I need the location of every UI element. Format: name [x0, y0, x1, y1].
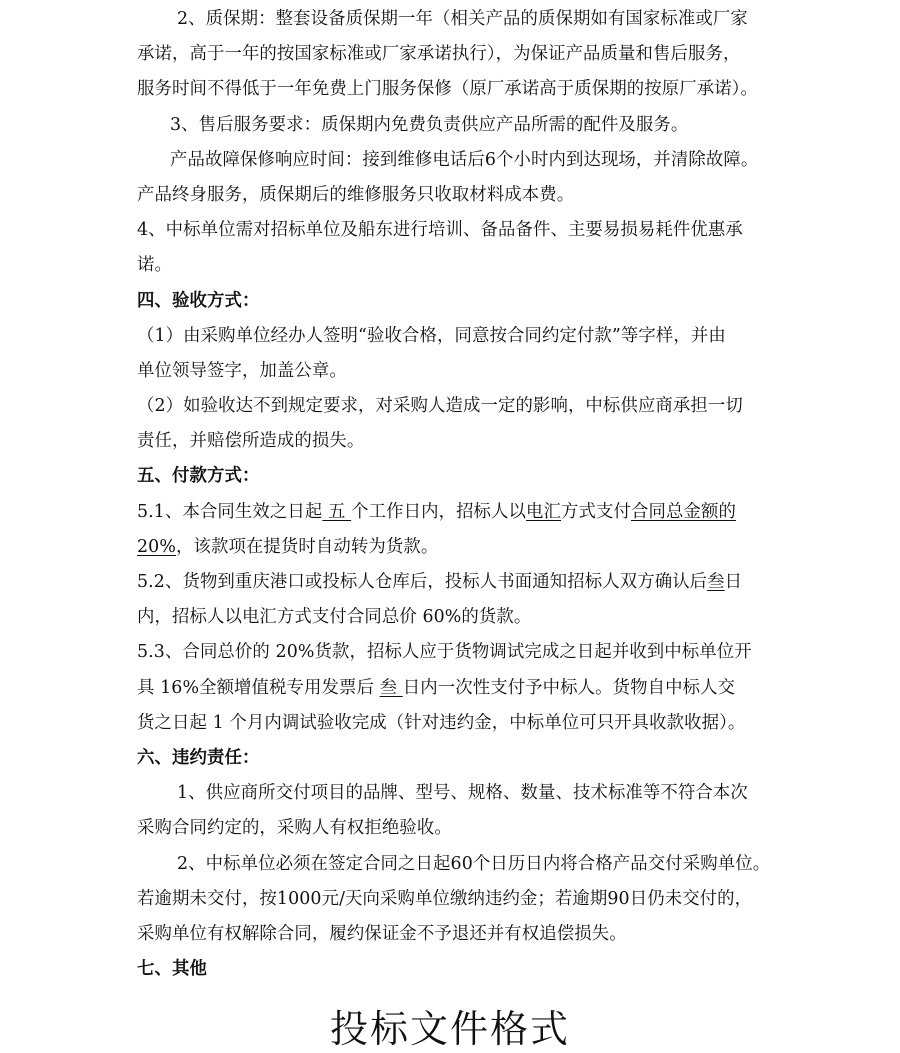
text-line — [137, 776, 777, 811]
text-segment: 五、付款方式： — [137, 466, 260, 487]
text-segment: 产品故障保修响应时间：接到维修电话后6个小时内到达现场，并清除故障。 — [170, 149, 759, 170]
text-segment: 采购合同约定的，采购人有权拒绝验收。 — [137, 818, 452, 839]
underlined-text: 合同总金额的 — [631, 501, 736, 522]
text-line — [137, 917, 777, 952]
text-line — [137, 530, 777, 565]
text-segment: 3、售后服务要求：质保期内免费负责供应产品所需的配件及服务。 — [170, 114, 689, 135]
text-line — [137, 37, 777, 72]
text-line — [137, 495, 777, 530]
text-line — [137, 319, 777, 354]
section-heading — [137, 741, 777, 776]
text-line — [137, 600, 777, 635]
text-segment: 采购单位有权解除合同，履约保证金不予退还并有权追偿损失。 — [137, 923, 627, 944]
text-segment: （1）由采购单位经办人签明“验收合格，同意按合同约定付款”等字样，并由 — [137, 325, 726, 346]
text-line — [137, 72, 777, 107]
text-segment: 四、验收方式： — [137, 290, 260, 311]
text-line — [137, 2, 777, 37]
text-segment: 具 16%全额增值税专用发票后 — [137, 677, 380, 698]
text-segment: 若逾期未交付，按1000元/天向采购单位缴纳违约金；若逾期90日仍未交付的， — [137, 888, 753, 909]
section-title: 投标文件格式 — [329, 1007, 570, 1051]
text-segment: 方式支付 — [561, 501, 631, 522]
text-segment: 承诺，高于一年的按国家标准或厂家承诺执行），为保证产品质量和售后服务， — [137, 44, 741, 65]
text-segment: 1、供应商所交付项目的品牌、型号、规格、数量、技术标准等不符合本次 — [177, 783, 748, 804]
text-line — [137, 213, 777, 248]
text-segment: 责任，并赔偿所造成的损失。 — [137, 431, 365, 452]
text-segment: 诺。 — [137, 255, 172, 276]
text-segment: 4、中标单位需对招标单位及船东进行培训、备品备件、主要易损易耗件优惠承 — [137, 220, 743, 241]
text-segment: 服务时间不得低于一年免费上门服务保修（原厂承诺高于质保期的按原厂承诺）。 — [137, 79, 758, 100]
text-segment: 内，招标人以电汇方式支付合同总价 60%的货款。 — [137, 607, 532, 628]
text-line — [137, 143, 777, 178]
text-segment: 日内一次性支付予中标人。货物自中标人交 — [402, 677, 736, 698]
text-line — [137, 178, 777, 213]
text-segment: 5.3、合同总价的 20%货款，招标人应于货物调试完成之日起并收到中标单位开 — [137, 642, 752, 663]
underlined-text: 叁 — [707, 572, 725, 592]
section-heading — [137, 284, 777, 319]
text-segment: 日 — [724, 572, 743, 592]
text-segment: 七、其他 — [137, 959, 207, 980]
text-segment: 个工作日内，招标人以 — [351, 501, 527, 522]
text-line — [137, 565, 777, 600]
text-segment: 单位领导签字，加盖公章。 — [137, 360, 347, 381]
text-segment: 5.2、货物到重庆港口或投标人仓库后，投标人书面通知招标人双方确认后 — [137, 572, 708, 592]
text-line — [137, 389, 777, 424]
text-segment: ，该款项在提货时自动转为货款。 — [175, 536, 439, 557]
text-line — [137, 108, 777, 143]
text-segment: 产品终身服务，质保期后的维修服务只收取材料成本费。 — [137, 184, 575, 205]
underlined-text: 电汇 — [526, 501, 562, 522]
underlined-text: 20% — [137, 536, 176, 557]
text-segment: 5.1、本合同生效之日起 — [137, 501, 323, 522]
text-line — [137, 424, 777, 459]
underlined-text: 五 — [322, 501, 352, 522]
text-line — [137, 882, 777, 917]
text-segment: 货之日起 1 个月内调试验收完成（针对违约金，中标单位可只开具收款收据）。 — [137, 712, 746, 733]
text-segment: 六、违约责任： — [137, 747, 260, 768]
text-segment: （2）如验收达不到规定要求，对采购人造成一定的影响，中标供应商承担一切 — [137, 396, 743, 417]
section-heading — [137, 459, 777, 494]
text-segment: 2、中标单位必须在签定合同之日起60个日历日内将合格产品交付采购单位。 — [177, 853, 771, 874]
section-heading — [137, 952, 777, 987]
text-line — [137, 811, 777, 846]
text-line — [137, 706, 777, 741]
text-line — [137, 671, 777, 706]
text-segment: 2、质保期：整套设备质保期一年（相关产品的质保期如有国家标准或厂家 — [177, 9, 748, 29]
document-body — [137, 2, 777, 987]
text-line — [137, 847, 777, 882]
text-line — [137, 354, 777, 389]
text-line — [137, 635, 777, 670]
text-line — [137, 248, 777, 283]
underlined-text: 叁 — [379, 677, 403, 698]
